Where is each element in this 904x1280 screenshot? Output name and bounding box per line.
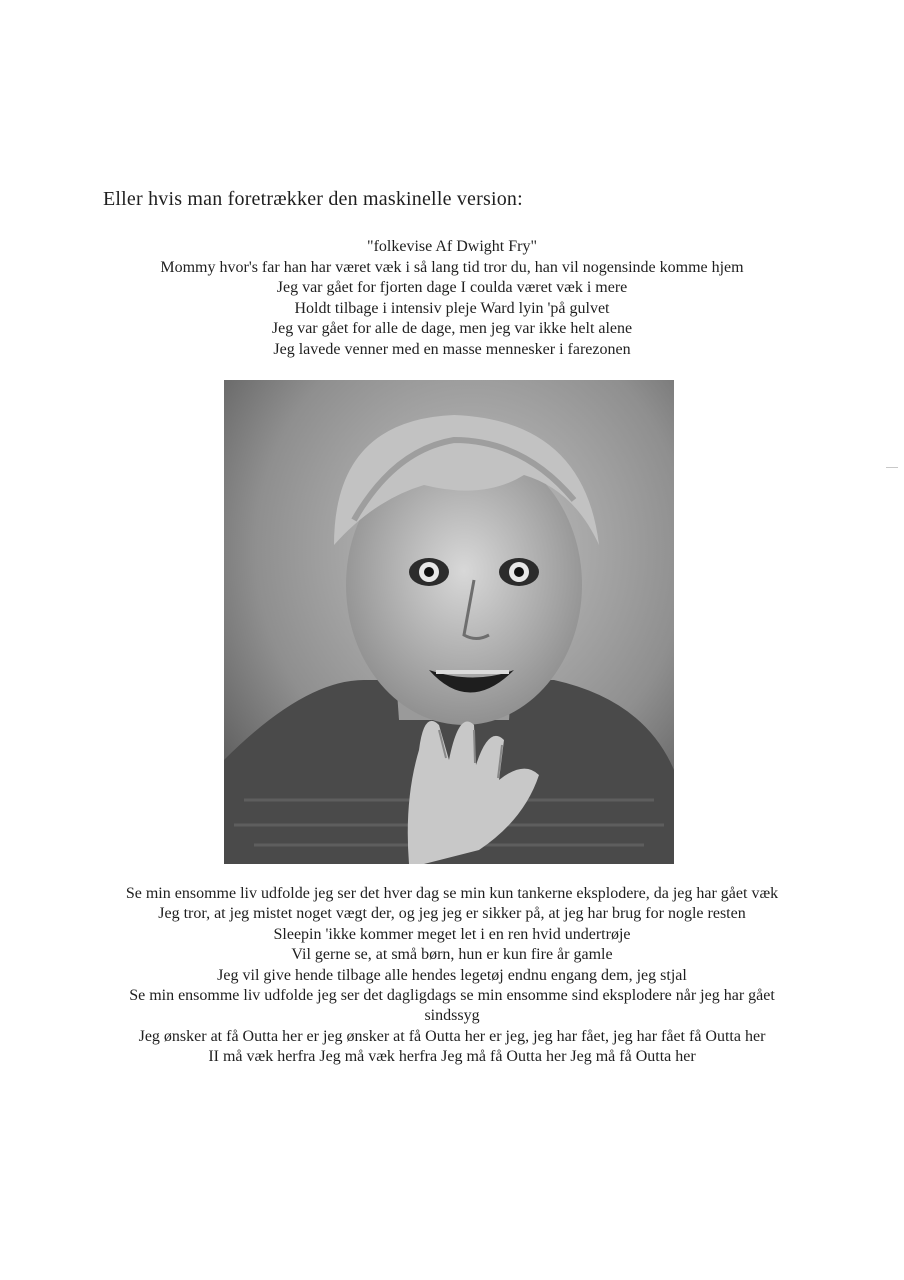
portrait-photo	[224, 380, 674, 864]
intro-text: Eller hvis man foretrækker den maskinelle version:	[103, 188, 523, 210]
lyric-line: Jeg vil give hende tilbage alle hendes legetøj endnu engang dem, jeg stjal	[217, 966, 687, 984]
lyric-line: Vil gerne se, at små børn, hun er kun fire år gamle	[291, 946, 613, 964]
lyric-line: Jeg var gået for alle de dage, men jeg var ikke helt alene	[271, 320, 633, 337]
lyric-line: Se min ensomme liv udfolde jeg ser det hver dag se min kun tankerne eksplodere, da jeg har gået væk	[125, 885, 779, 902]
lyric-line: Jeg lavede venner med en masse mennesker i farezonen	[273, 340, 631, 358]
lyric-line: II må væk herfra Jeg må væk herfra Jeg må få Outta her Jeg må få Outta her	[208, 1048, 696, 1066]
song-title: "folkevise Af Dwight Fry"	[367, 238, 537, 255]
lyrics-bottom	[0, 884, 904, 1068]
lyric-line: Mommy hvor's far han har været væk i så lang tid tror du, han vil nogensinde komme hjem	[160, 258, 744, 276]
lyric-line: Jeg var gået for fjorten dage I coulda været væk i mere	[276, 279, 628, 296]
lyric-line: Jeg tror, at jeg mistet noget vægt der, og jeg jeg er sikker på, at jeg har brug for nogle resten	[158, 905, 746, 923]
scan-speck	[886, 467, 898, 468]
lyric-line: Jeg ønsker at få Outta her er jeg ønsker at få Outta her er jeg, jeg har fået, jeg har fået få Outta her	[138, 1027, 766, 1045]
lyric-line: Holdt tilbage i intensiv pleje Ward lyin 'på gulvet	[294, 299, 610, 317]
lyric-line: Sleepin 'ikke kommer meget let i en ren hvid undertrøje	[273, 925, 631, 943]
lyric-line: Se min ensomme liv udfolde jeg ser det dagligdags se min ensomme sind eksplodere når jeg har gået sindssyg	[129, 987, 775, 1025]
lyrics-top	[0, 237, 904, 360]
